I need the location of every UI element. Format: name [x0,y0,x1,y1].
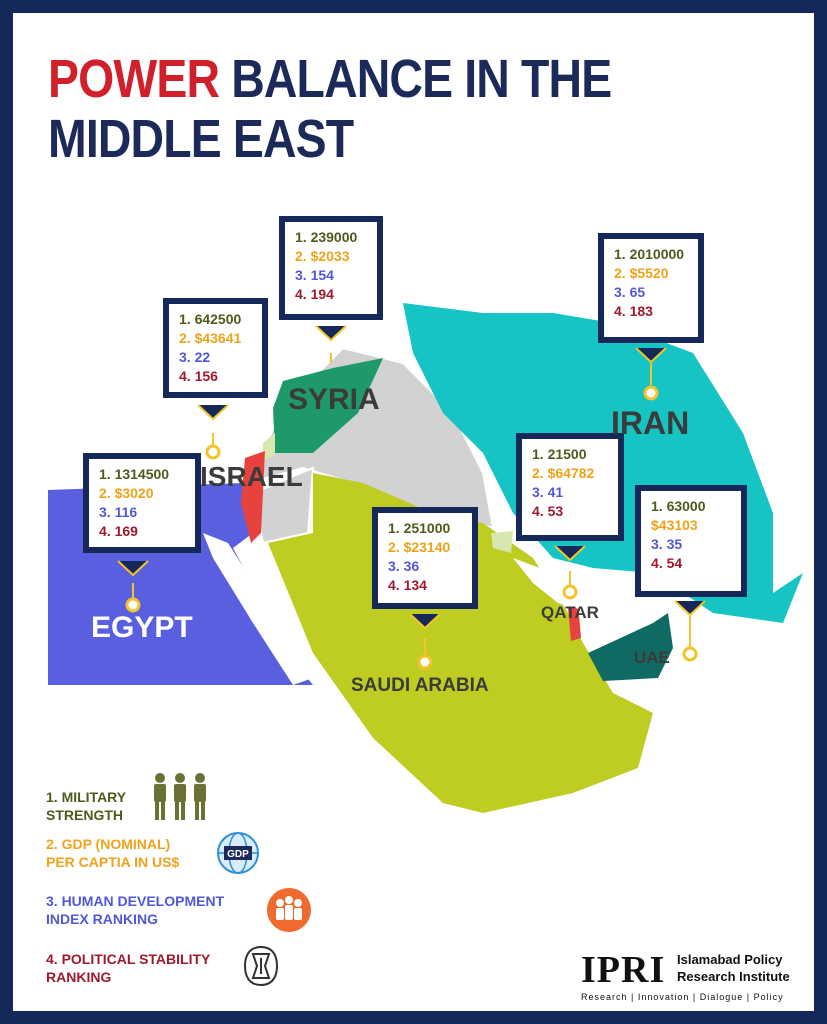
qatar-stability: 4. 53 [532,503,564,519]
logo-name-line1: Islamabad Policy [677,952,783,967]
infographic [13,13,814,1011]
people-icon [265,886,313,934]
card-syria [279,216,383,320]
iran-stability: 4. 183 [614,303,653,319]
qatar-hdi: 3. 41 [532,484,564,500]
qatar-gdp: 2. $64782 [532,465,595,481]
egypt-stability: 4. 169 [99,523,138,539]
label-israel: ISRAEL [200,461,303,492]
egypt-gdp: 2. $3020 [99,485,154,501]
iran-military: 1. 2010000 [614,246,685,262]
iran-hdi: 3. 65 [614,284,646,300]
label-uae: UAE [634,648,670,667]
saudi-hdi: 3. 36 [388,558,420,574]
legend-gdp: 2. GDP (NOMINAL) PER CAPTIA IN US$ [46,836,180,870]
stability-emblem-icon [241,944,281,988]
syria-military: 1. 239000 [295,229,358,245]
iran-gdp: 2. $5520 [614,265,669,281]
pin-israel [207,433,219,458]
card-israel [163,298,268,398]
label-syria: SYRIA [288,383,380,416]
egypt-hdi: 3. 116 [99,504,138,520]
card-saudi [372,507,478,609]
israel-hdi: 3. 22 [179,349,211,365]
card-pointer-israel [198,405,228,419]
soldiers-icon [148,770,213,822]
saudi-gdp: 2. $23140 [388,539,451,555]
uae-military: 1. 63000 [651,498,706,514]
saudi-military: 1. 251000 [388,520,451,536]
israel-stability: 4. 156 [179,368,218,384]
card-pointer-uae [675,601,705,615]
qatar-military: 1. 21500 [532,446,587,462]
uae-region [588,613,673,681]
label-egypt: EGYPT [91,611,193,644]
label-qatar: QATAR [541,603,599,622]
title-line2: MIDDLE EAST [48,109,354,169]
uae-hdi: 3. 35 [651,536,683,552]
pin-uae [684,616,696,660]
card-uae [635,485,747,597]
logo-acronym: IPRI [581,949,666,991]
uae-stability: 4. 54 [651,555,683,571]
legend-hdi: 3. HUMAN DEVELOPMENT INDEX RANKING [46,893,225,927]
legend-military: 1. MILITARY STRENGTH [46,789,127,823]
syria-gdp: 2. $2033 [295,248,350,264]
egypt-military: 1. 1314500 [99,466,170,482]
card-qatar [516,433,624,541]
gdp-globe-icon [216,831,260,875]
logo-tagline: Research | Innovation | Dialogue | Policy [581,992,784,1002]
card-iran [598,233,704,343]
card-egypt [83,453,201,553]
uae-gdp: $43103 [651,517,698,533]
logo-name-line2: Research Institute [677,969,790,984]
saudi-stability: 4. 134 [388,577,427,593]
label-saudi: SAUDI ARABIA [351,675,489,696]
card-pointer-syria [316,326,346,340]
syria-hdi: 3. 154 [295,267,334,283]
title-line1: BALANCE IN THE [231,49,612,109]
label-iran: IRAN [611,405,690,441]
israel-military: 1. 642500 [179,311,242,327]
svg-text:GDP: GDP [227,849,249,860]
israel-gdp: 2. $43641 [179,330,242,346]
syria-stability: 4. 194 [295,286,334,302]
title-red-word: POWER [48,49,220,109]
legend-stability: 4. POLITICAL STABILITY RANKING [46,951,211,985]
